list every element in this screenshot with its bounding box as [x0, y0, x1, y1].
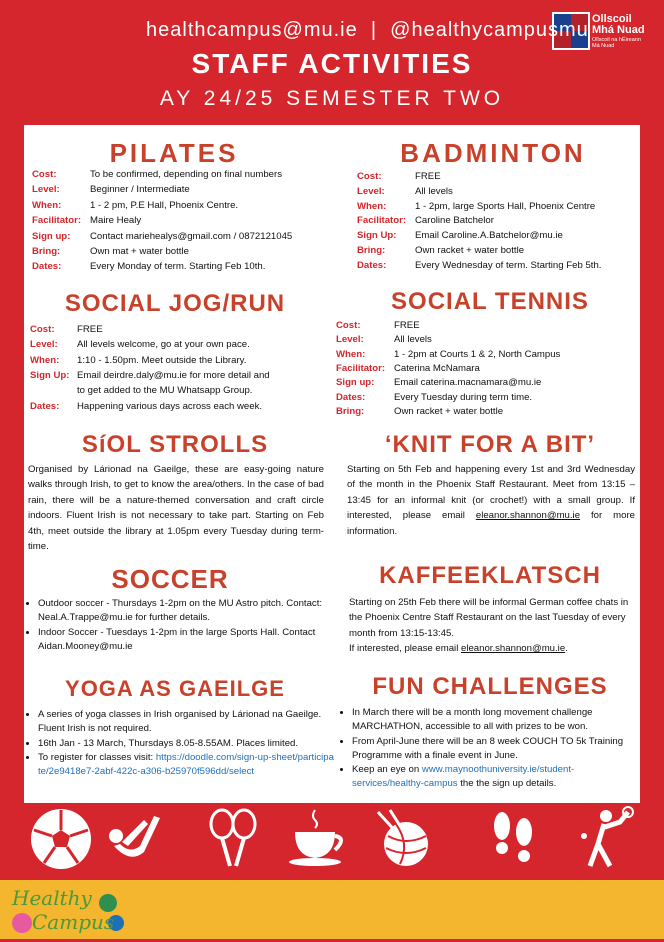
logo-text-campus: Campus — [32, 910, 115, 934]
detail-label: Facilitator: — [32, 215, 82, 227]
logo-text-healthy: Healthy — [12, 886, 92, 910]
detail-value: Caroline Batchelor — [415, 215, 494, 227]
detail-value: Every Monday of term. Starting Feb 10th. — [90, 261, 266, 273]
list-item: • Outdoor soccer - Thursdays 1-2pm on the MU Astro pitch. Contact: Neal.A.Trappe@mu.ie for further details. — [38, 597, 332, 626]
detail-label: Facilitator: — [357, 215, 407, 227]
detail-label: Dates: — [30, 400, 60, 412]
detail-label: Sign Up: — [30, 369, 70, 381]
detail-label: When: — [357, 200, 387, 212]
page-subtitle: AY 24/25 SEMESTER TWO — [159, 87, 505, 110]
doodle-link[interactable]: https://doodle.com/sign-up-sheet/participate/2e9418e7-2abf-422c-a306-b25970f596dd/select — [38, 751, 334, 778]
detail-label: Dates: — [336, 391, 366, 403]
yoga-heading: YOGA AS GAEILGE — [65, 676, 285, 701]
detail-value: Every Wednesday of term. Starting Feb 5th. — [415, 259, 602, 271]
detail-row — [32, 245, 189, 259]
knit-heading: ‘KNIT FOR A BIT’ — [384, 431, 596, 458]
detail-value: Own racket + water bottle — [415, 245, 525, 256]
detail-label: When: — [32, 199, 62, 211]
footprints-icon — [480, 806, 546, 872]
list-item: • Keep an eye on www.maynoothuniversity.ie/student-services/healthy-campus the the sign up details. — [352, 763, 636, 792]
detail-row — [30, 338, 250, 352]
detail-value: To be confirmed, depending on final numbers — [90, 169, 282, 180]
detail-label: Level: — [336, 334, 364, 346]
detail-row — [30, 354, 246, 368]
detail-value: FREE — [77, 324, 103, 335]
detail-value: Email Caroline.A.Batchelor@mu.ie — [415, 230, 563, 242]
detail-row — [357, 229, 563, 243]
detail-value: Contact mariehealys@gmail.com / 0872121045 — [90, 230, 293, 242]
detail-label: Cost: — [30, 324, 55, 335]
detail-value: FREE — [415, 171, 441, 182]
detail-label: Bring: — [32, 246, 61, 257]
tennis-heading: SOCIAL TENNIS — [391, 288, 589, 315]
detail-row — [32, 214, 141, 228]
detail-value: Email deirdre.daly@mu.ie for more detail and — [77, 369, 270, 381]
detail-row — [357, 185, 453, 199]
detail-row — [336, 391, 532, 405]
list-item: • A series of yoga classes in Irish organised by Lárionad na Gaeilge. Fluent Irish is not required. — [38, 708, 334, 737]
detail-label: Cost: — [357, 171, 382, 182]
detail-row — [357, 259, 601, 273]
detail-row — [32, 168, 282, 182]
tennis-player-icon — [570, 806, 636, 872]
soccer-heading: SOCCER — [111, 564, 229, 594]
fun-list — [340, 706, 636, 792]
healthy-campus-link[interactable]: www.maynoothuniversity.ie/student-services/healthy-campus — [352, 764, 575, 790]
detail-label: Level: — [32, 184, 60, 196]
detail-label: Dates: — [357, 259, 387, 271]
detail-label: Level: — [357, 185, 385, 197]
detail-value: Happening various days across each week. — [77, 400, 263, 412]
detail-row — [30, 369, 270, 383]
detail-value: 1 - 2pm at Courts 1 & 2, North Campus — [394, 348, 561, 360]
footer-contact[interactable]: healthcampus@mu.ie | @healthycampusmu — [146, 19, 589, 41]
detail-row — [336, 362, 480, 376]
coffee-cup-icon — [285, 806, 351, 872]
badminton-heading: BADMINTON — [400, 138, 586, 168]
list-item: • 16th Jan - 13 March, Thursdays 8.05-8.55AM. Places limited. — [38, 737, 334, 751]
detail-row — [336, 376, 541, 390]
detail-label: Bring: — [357, 245, 386, 256]
detail-value: Email caterina.macnamara@mu.ie — [394, 377, 542, 389]
knit-text: Starting on 5th Feb and happening every 1st and 3rd Wednesday of the month in the Phoenix Staff Restaurant. Meet from 13:15 – 13:45 for an informal knit (or crochet!) with a small group. If interested, please email eleanor.shannon@mu.ie for more information. — [347, 464, 635, 537]
list-item: • To register for classes visit: https://doodle.com/sign-up-sheet/participate/2e9418e7-2abf-422c-a306-b25970f596dd/select — [38, 751, 334, 780]
detail-row — [357, 170, 441, 184]
detail-label: When: — [336, 348, 366, 360]
soccer-list — [26, 597, 332, 654]
detail-label: Cost: — [336, 320, 361, 331]
fun-heading: FUN CHALLENGES — [372, 673, 608, 700]
detail-row — [30, 400, 262, 414]
detail-row — [32, 260, 265, 274]
detail-value: All levels — [415, 185, 453, 197]
detail-value: 1:10 - 1.50pm. Meet outside the Library. — [77, 354, 247, 366]
detail-row — [336, 333, 432, 347]
list-item: • From April-June there will be an 8 week COUCH TO 5k Training Programme with a finale event in June. — [352, 735, 636, 764]
logo-line2: Mhá Nuad — [592, 24, 645, 36]
detail-row — [357, 244, 524, 258]
detail-row — [32, 199, 238, 213]
detail-label: Dates: — [32, 261, 62, 273]
detail-row — [336, 348, 560, 362]
yoga-list — [26, 708, 334, 779]
detail-value: 1 - 2pm, large Sports Hall, Phoenix Centre — [415, 200, 596, 212]
detail-value: Own mat + water bottle — [90, 246, 189, 257]
detail-row — [32, 230, 292, 244]
detail-row — [336, 319, 420, 333]
badminton-rackets-icon — [200, 806, 266, 872]
detail-value: Caterina McNamara — [394, 362, 480, 374]
detail-value: to get added to the MU Whatsapp Group. — [77, 385, 253, 397]
detail-row — [30, 384, 252, 398]
detail-label: When: — [30, 354, 60, 366]
detail-label: Sign Up: — [357, 230, 397, 242]
detail-value: Maire Healy — [90, 215, 142, 227]
pilates-figure-icon — [100, 806, 166, 872]
page-title: STAFF ACTIVITIES — [191, 48, 473, 79]
detail-row — [30, 323, 103, 337]
detail-label: Facilitator: — [336, 362, 386, 374]
detail-row — [336, 405, 503, 419]
detail-label: Level: — [30, 339, 58, 351]
siol-heading: SíOL STROLLS — [81, 431, 269, 458]
detail-label: Sign up: — [32, 230, 71, 242]
detail-value: All levels welcome, go at your own pace. — [77, 339, 250, 351]
detail-label: Sign up: — [336, 377, 375, 389]
kaffee-text: Starting on 25th Feb there will be informal German coffee chats in the Phoenix Centre Staff Restaurant on the last Tuesday of every month from 13:15-13:45. If interested, please email eleanor.shannon@mu.ie. — [349, 597, 629, 655]
healthy-campus-logo — [4, 883, 144, 937]
kaffee-email-link[interactable]: eleanor.shannon@mu.ie — [461, 643, 566, 655]
detail-value: All levels — [394, 334, 432, 346]
detail-row — [357, 214, 494, 228]
kaffee-heading: KAFFEEKLATSCH — [379, 562, 601, 589]
list-item: • In March there will be a month long movement challenge MARCHATHON, accessible to all with prizes to be won. — [352, 706, 636, 735]
detail-value: 1 - 2 pm, P.E Hall, Phoenix Centre. — [90, 199, 239, 211]
detail-label: Cost: — [32, 169, 57, 180]
detail-value: Every Tuesday during term time. — [394, 391, 533, 403]
detail-row — [32, 183, 190, 197]
detail-value: FREE — [394, 320, 420, 331]
logo-small2: Má Nuad — [592, 43, 615, 49]
siol-text: Organised by Lárionad na Gaeilge, these are easy-going nature walks through Irish, to get to know the area/others. In the case of bad rain, there will be a nature-themed conversation and craft circle indoors. Fluent Irish is not necessary to take part. Starting on Feb 4th, meet outside the library at 1.05pm every Tuesday during term-time. — [28, 464, 324, 553]
logo-line1: Ollscoil — [592, 13, 632, 25]
detail-value: Beginner / Intermediate — [90, 184, 190, 196]
soccer-ball-icon — [28, 806, 94, 872]
logo-small1: Ollscoil na hÉireann — [592, 37, 641, 43]
list-item: • Indoor Soccer - Tuesdays 1-2pm in the large Sports Hall. Contact Aidan.Mooney@mu.ie — [38, 626, 332, 655]
detail-row — [357, 200, 595, 214]
detail-label: Bring: — [336, 405, 365, 417]
knit-email-link[interactable]: eleanor.shannon@mu.ie — [475, 510, 581, 522]
detail-value: Own racket + water bottle — [394, 405, 504, 417]
yarn-ball-icon — [370, 806, 436, 872]
jog-heading: SOCIAL JOG/RUN — [64, 290, 286, 317]
pilates-heading: PILATES — [109, 138, 239, 168]
activity-icons-row — [0, 806, 664, 880]
